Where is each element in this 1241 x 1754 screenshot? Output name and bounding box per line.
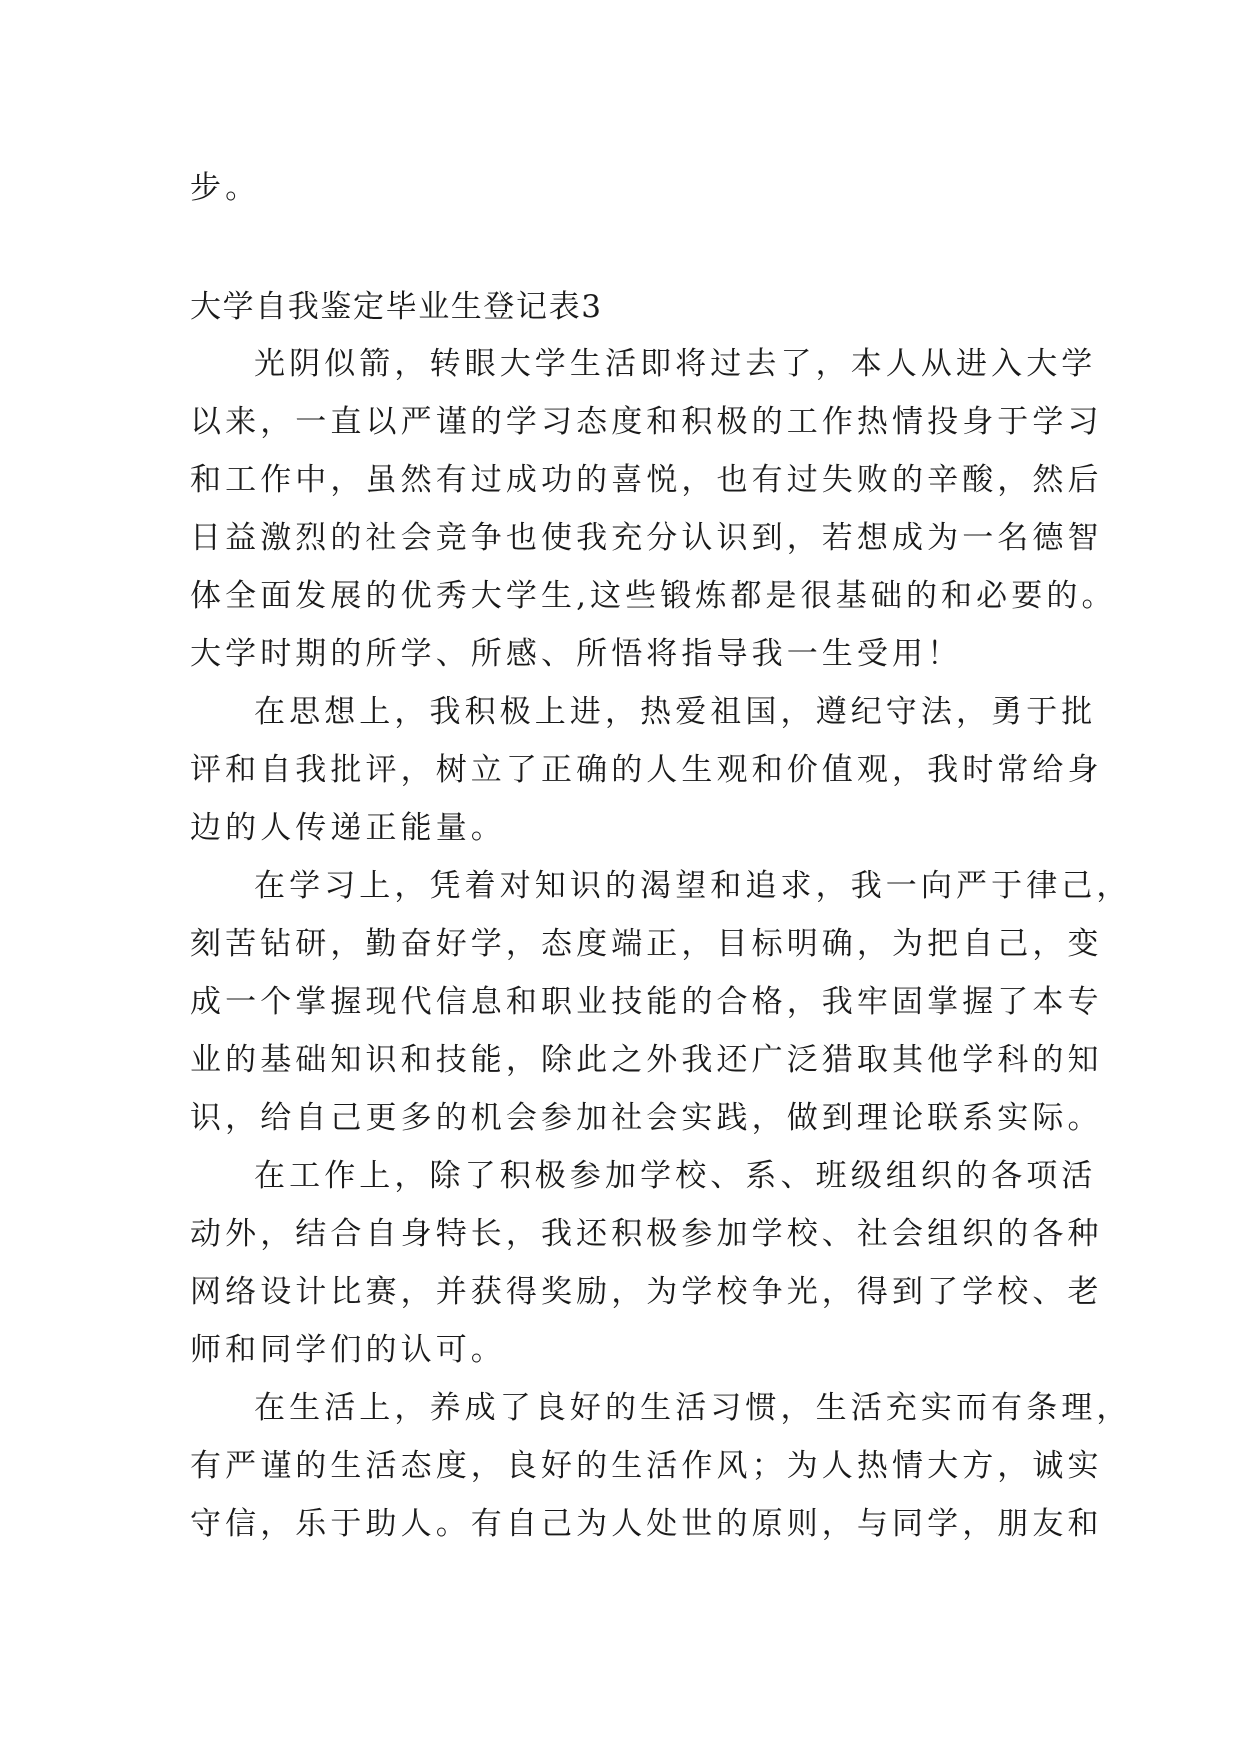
text-line: 在工作上，除了积极参加学校、系、班级组织的各项活 [254,1158,1097,1194]
text-line: 网络设计比赛，并获得奖励，为学校争光，得到了学校、老 [190,1274,1103,1310]
text-line: 步。 [190,170,261,206]
text-line: 动外，结合自身特长，我还积极参加学校、社会组织的各种 [190,1216,1103,1252]
text-line: 体全面发展的优秀大学生,这些锻炼都是很基础的和必要的。 [190,578,1117,614]
text-line: 日益激烈的社会竞争也使我充分认识到，若想成为一名德智 [190,520,1103,556]
text-line: 成一个掌握现代信息和职业技能的合格，我牢固掌握了本专 [190,984,1103,1020]
text-line: 和工作中，虽然有过成功的喜悦，也有过失败的辛酸，然后 [190,462,1103,498]
text-line: 光阴似箭，转眼大学生活即将过去了，本人从进入大学 [254,346,1097,382]
text-line: 评和自我批评，树立了正确的人生观和价值观，我时常给身 [190,752,1103,788]
text-line: 以来，一直以严谨的学习态度和积极的工作热情投身于学习 [190,404,1103,440]
text-line: 在思想上，我积极上进，热爱祖国，遵纪守法，勇于批 [254,694,1097,730]
section-heading: 大学自我鉴定毕业生登记表3 [190,289,603,325]
text-line: 业的基础知识和技能，除此之外我还广泛猎取其他学科的知 [190,1042,1103,1078]
text-line: 有严谨的生活态度，良好的生活作风；为人热情大方，诚实 [190,1448,1103,1484]
text-line: 守信，乐于助人。有自己为人处世的原则，与同学，朋友和 [190,1506,1103,1542]
text-line: 师和同学们的认可。 [190,1332,506,1368]
text-line: 识，给自己更多的机会参加社会实践，做到理论联系实际。 [190,1100,1103,1136]
text-line: 在学习上，凭着对知识的渴望和追求，我一向严于律己， [254,868,1132,904]
text-line: 大学时期的所学、所感、所悟将指导我一生受用！ [190,636,963,672]
text-line: 边的人传递正能量。 [190,810,506,846]
text-line: 刻苦钻研，勤奋好学，态度端正，目标明确，为把自己，变 [190,926,1103,962]
text-line: 在生活上，养成了良好的生活习惯，生活充实而有条理， [254,1390,1132,1426]
